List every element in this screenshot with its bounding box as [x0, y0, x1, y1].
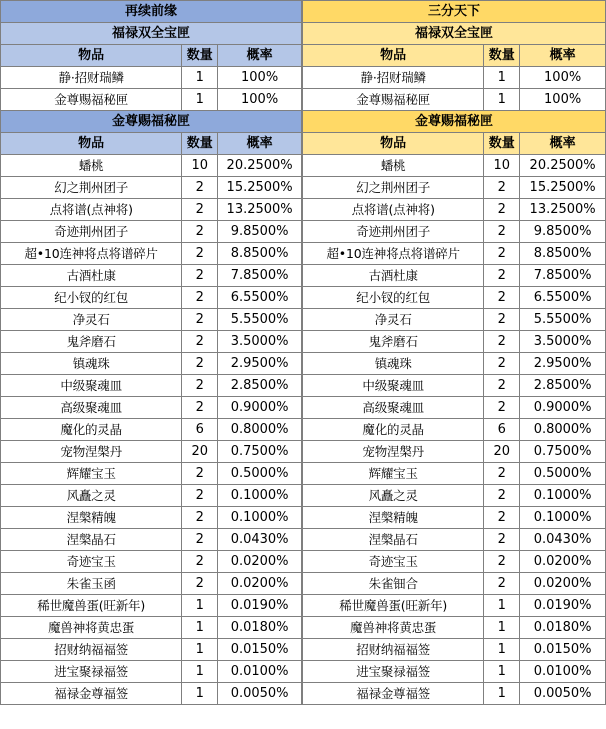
probability-cell: 0.1000%: [218, 485, 302, 507]
table-row: [303, 485, 606, 507]
item-name-cell: 幻之荆州团子: [1, 177, 182, 199]
quantity-cell: 2: [484, 353, 520, 375]
table-row: [1, 617, 302, 639]
item-name-cell: 涅槃精魄: [303, 507, 484, 529]
probability-cell: 0.0200%: [520, 573, 606, 595]
item-name-cell: 纪小钗的红包: [1, 287, 182, 309]
item-name-cell: 净灵石: [1, 309, 182, 331]
quantity-column-header: 数量: [484, 45, 520, 67]
quantity-cell: 2: [182, 507, 218, 529]
table-row: [1, 683, 302, 705]
table-row: [303, 463, 606, 485]
item-name-cell: 点将谱(点神将): [1, 199, 182, 221]
table-row: [1, 595, 302, 617]
probability-cell: 0.0150%: [218, 639, 302, 661]
item-name-cell: 涅槃精魄: [1, 507, 182, 529]
quantity-cell: 6: [182, 419, 218, 441]
probability-cell: 0.1000%: [520, 485, 606, 507]
table-row: [1, 243, 302, 265]
quantity-cell: 2: [484, 529, 520, 551]
quantity-cell: 1: [182, 89, 218, 111]
probability-cell: 0.9000%: [218, 397, 302, 419]
probability-cell: 8.8500%: [520, 243, 606, 265]
left-table-body: [1, 1, 302, 705]
item-name-cell: 奇迹宝玉: [303, 551, 484, 573]
item-column-header: 物品: [303, 133, 484, 155]
box1-title: 福禄双全宝匣: [303, 23, 606, 45]
probability-cell: 15.2500%: [218, 177, 302, 199]
left-server-table: [0, 0, 302, 705]
quantity-cell: 2: [484, 177, 520, 199]
probability-cell: 0.0430%: [218, 529, 302, 551]
quantity-cell: 1: [484, 639, 520, 661]
table-row: [303, 617, 606, 639]
quantity-cell: 2: [182, 265, 218, 287]
table-row: [303, 199, 606, 221]
box-title-row: [1, 23, 302, 45]
table-row: [303, 155, 606, 177]
table-row: [303, 309, 606, 331]
table-row: [1, 353, 302, 375]
quantity-cell: 2: [484, 507, 520, 529]
column-header-row: [303, 45, 606, 67]
item-name-cell: 宠物涅槃丹: [1, 441, 182, 463]
quantity-cell: 1: [484, 617, 520, 639]
probability-cell: 3.5000%: [218, 331, 302, 353]
quantity-cell: 1: [182, 67, 218, 89]
quantity-column-header: 数量: [182, 45, 218, 67]
quantity-cell: 2: [484, 331, 520, 353]
probability-cell: 20.2500%: [218, 155, 302, 177]
quantity-cell: 2: [182, 331, 218, 353]
quantity-cell: 1: [182, 595, 218, 617]
quantity-cell: 1: [182, 617, 218, 639]
probability-column-header: 概率: [218, 45, 302, 67]
probability-cell: 20.2500%: [520, 155, 606, 177]
table-row: [1, 529, 302, 551]
item-name-cell: 中级聚魂皿: [1, 375, 182, 397]
column-header-row: [1, 45, 302, 67]
item-name-cell: 幻之荆州团子: [303, 177, 484, 199]
box-title-row: [1, 111, 302, 133]
table-row: [1, 639, 302, 661]
item-name-cell: 稀世魔兽蛋(旺新年): [1, 595, 182, 617]
probability-cell: 100%: [218, 89, 302, 111]
item-name-cell: 辉耀宝玉: [303, 463, 484, 485]
probability-cell: 0.0050%: [520, 683, 606, 705]
probability-cell: 0.7500%: [218, 441, 302, 463]
item-name-cell: 涅槃晶石: [303, 529, 484, 551]
probability-cell: 0.0200%: [218, 551, 302, 573]
quantity-column-header: 数量: [484, 133, 520, 155]
quantity-cell: 2: [182, 551, 218, 573]
quantity-cell: 2: [182, 485, 218, 507]
item-name-cell: 静·招财瑞鳞: [1, 67, 182, 89]
probability-cell: 0.0150%: [520, 639, 606, 661]
quantity-cell: 2: [484, 375, 520, 397]
item-name-cell: 魔化的灵晶: [1, 419, 182, 441]
table-row: [303, 177, 606, 199]
table-row: [1, 221, 302, 243]
item-name-cell: 进宝聚禄福签: [1, 661, 182, 683]
table-row: [1, 507, 302, 529]
quantity-cell: 2: [182, 309, 218, 331]
probability-cell: 0.0100%: [520, 661, 606, 683]
table-row: [303, 661, 606, 683]
probability-cell: 7.8500%: [218, 265, 302, 287]
item-name-cell: 金尊赐福秘匣: [1, 89, 182, 111]
table-row: [303, 419, 606, 441]
table-row: [1, 155, 302, 177]
quantity-cell: 1: [182, 683, 218, 705]
quantity-cell: 10: [484, 155, 520, 177]
probability-cell: 100%: [218, 67, 302, 89]
quantity-cell: 1: [484, 683, 520, 705]
item-name-cell: 蟠桃: [1, 155, 182, 177]
table-row: [1, 309, 302, 331]
quantity-cell: 1: [182, 661, 218, 683]
item-column-header: 物品: [1, 45, 182, 67]
quantity-cell: 1: [182, 639, 218, 661]
quantity-cell: 2: [484, 287, 520, 309]
item-name-cell: 镇魂珠: [1, 353, 182, 375]
server-title-row: [1, 1, 302, 23]
item-name-cell: 超•10连神将点将谱碎片: [1, 243, 182, 265]
quantity-cell: 2: [484, 309, 520, 331]
item-name-cell: 涅槃晶石: [1, 529, 182, 551]
quantity-cell: 2: [182, 463, 218, 485]
probability-cell: 0.8000%: [218, 419, 302, 441]
table-row: [1, 485, 302, 507]
quantity-cell: 20: [182, 441, 218, 463]
probability-cell: 0.9000%: [520, 397, 606, 419]
table-row: [1, 89, 302, 111]
quantity-cell: 2: [182, 221, 218, 243]
table-row: [1, 419, 302, 441]
probability-cell: 0.0050%: [218, 683, 302, 705]
quantity-cell: 2: [182, 375, 218, 397]
quantity-cell: 2: [484, 485, 520, 507]
quantity-cell: 2: [484, 221, 520, 243]
item-name-cell: 稀世魔兽蛋(旺新年): [303, 595, 484, 617]
quantity-cell: 2: [182, 397, 218, 419]
table-row: [1, 441, 302, 463]
quantity-cell: 6: [484, 419, 520, 441]
table-row: [303, 441, 606, 463]
item-name-cell: 魔兽神将黄忠蛋: [303, 617, 484, 639]
probability-cell: 5.5500%: [218, 309, 302, 331]
item-name-cell: 风矗之灵: [303, 485, 484, 507]
item-name-cell: 纪小钗的红包: [303, 287, 484, 309]
item-name-cell: 奇迹荆州团子: [303, 221, 484, 243]
probability-cell: 0.1000%: [520, 507, 606, 529]
table-row: [1, 375, 302, 397]
quantity-cell: 2: [484, 463, 520, 485]
probability-cell: 6.5500%: [218, 287, 302, 309]
probability-cell: 7.8500%: [520, 265, 606, 287]
probability-cell: 6.5500%: [520, 287, 606, 309]
quantity-cell: 1: [484, 67, 520, 89]
table-row: [303, 265, 606, 287]
probability-cell: 0.1000%: [218, 507, 302, 529]
probability-cell: 100%: [520, 89, 606, 111]
quantity-cell: 1: [484, 89, 520, 111]
item-name-cell: 中级聚魂皿: [303, 375, 484, 397]
quantity-cell: 2: [182, 287, 218, 309]
box1-title: 福禄双全宝匣: [1, 23, 302, 45]
probability-cell: 100%: [520, 67, 606, 89]
probability-cell: 0.8000%: [520, 419, 606, 441]
quantity-cell: 2: [182, 177, 218, 199]
quantity-cell: 10: [182, 155, 218, 177]
probability-cell: 2.8500%: [218, 375, 302, 397]
table-row: [303, 397, 606, 419]
table-row: [303, 507, 606, 529]
box2-title: 金尊赐福秘匣: [303, 111, 606, 133]
column-header-row: [303, 133, 606, 155]
box2-title: 金尊赐福秘匣: [1, 111, 302, 133]
probability-cell: 0.0190%: [520, 595, 606, 617]
table-row: [303, 595, 606, 617]
item-name-cell: 福禄金尊福签: [1, 683, 182, 705]
probability-cell: 2.9500%: [520, 353, 606, 375]
table-row: [303, 353, 606, 375]
table-row: [303, 287, 606, 309]
table-row: [303, 89, 606, 111]
probability-cell: 5.5500%: [520, 309, 606, 331]
right-server-table: [302, 0, 606, 705]
item-name-cell: 古酒杜康: [1, 265, 182, 287]
table-row: [303, 573, 606, 595]
item-name-cell: 朱雀钿合: [303, 573, 484, 595]
quantity-cell: 2: [182, 199, 218, 221]
item-column-header: 物品: [303, 45, 484, 67]
table-row: [303, 67, 606, 89]
server-title-row: [303, 1, 606, 23]
probability-cell: 0.0180%: [520, 617, 606, 639]
quantity-cell: 1: [484, 661, 520, 683]
item-name-cell: 奇迹宝玉: [1, 551, 182, 573]
probability-column-header: 概率: [520, 45, 606, 67]
quantity-column-header: 数量: [182, 133, 218, 155]
probability-cell: 0.0200%: [520, 551, 606, 573]
table-row: [1, 397, 302, 419]
probability-cell: 2.9500%: [218, 353, 302, 375]
item-name-cell: 鬼斧磨石: [303, 331, 484, 353]
table-row: [1, 177, 302, 199]
probability-cell: 13.2500%: [520, 199, 606, 221]
item-name-cell: 古酒杜康: [303, 265, 484, 287]
table-row: [303, 529, 606, 551]
box-title-row: [303, 23, 606, 45]
item-name-cell: 魔兽神将黄忠蛋: [1, 617, 182, 639]
probability-cell: 13.2500%: [218, 199, 302, 221]
item-name-cell: 高级聚魂皿: [1, 397, 182, 419]
probability-cell: 3.5000%: [520, 331, 606, 353]
table-row: [1, 265, 302, 287]
item-name-cell: 鬼斧磨石: [1, 331, 182, 353]
item-name-cell: 招财纳福福签: [1, 639, 182, 661]
item-name-cell: 高级聚魂皿: [303, 397, 484, 419]
probability-cell: 0.5000%: [218, 463, 302, 485]
item-name-cell: 金尊赐福秘匣: [303, 89, 484, 111]
probability-cell: 0.0430%: [520, 529, 606, 551]
quantity-cell: 20: [484, 441, 520, 463]
item-name-cell: 净灵石: [303, 309, 484, 331]
item-name-cell: 招财纳福福签: [303, 639, 484, 661]
item-name-cell: 超•10连神将点将谱碎片: [303, 243, 484, 265]
table-row: [1, 67, 302, 89]
item-column-header: 物品: [1, 133, 182, 155]
table-row: [1, 199, 302, 221]
quantity-cell: 2: [182, 243, 218, 265]
quantity-cell: 2: [484, 243, 520, 265]
table-row: [1, 287, 302, 309]
item-name-cell: 宠物涅槃丹: [303, 441, 484, 463]
probability-cell: 0.5000%: [520, 463, 606, 485]
item-name-cell: 镇魂珠: [303, 353, 484, 375]
item-name-cell: 进宝聚禄福签: [303, 661, 484, 683]
quantity-cell: 2: [484, 265, 520, 287]
box-title-row: [303, 111, 606, 133]
table-row: [1, 661, 302, 683]
quantity-cell: 2: [182, 529, 218, 551]
quantity-cell: 2: [484, 573, 520, 595]
quantity-cell: 2: [484, 199, 520, 221]
table-row: [303, 243, 606, 265]
probability-cell: 15.2500%: [520, 177, 606, 199]
server-title: 三分天下: [303, 1, 606, 23]
table-row: [303, 331, 606, 353]
item-name-cell: 风矗之灵: [1, 485, 182, 507]
table-row: [1, 331, 302, 353]
item-name-cell: 静·招财瑞鳞: [303, 67, 484, 89]
table-row: [303, 375, 606, 397]
quantity-cell: 1: [484, 595, 520, 617]
table-row: [303, 221, 606, 243]
item-name-cell: 福禄金尊福签: [303, 683, 484, 705]
item-name-cell: 朱雀玉函: [1, 573, 182, 595]
table-row: [303, 683, 606, 705]
table-row: [1, 573, 302, 595]
item-name-cell: 蟠桃: [303, 155, 484, 177]
item-name-cell: 点将谱(点神将): [303, 199, 484, 221]
probability-column-header: 概率: [520, 133, 606, 155]
quantity-cell: 2: [182, 353, 218, 375]
item-name-cell: 奇迹荆州团子: [1, 221, 182, 243]
quantity-cell: 2: [182, 573, 218, 595]
probability-cell: 0.0100%: [218, 661, 302, 683]
column-header-row: [1, 133, 302, 155]
item-name-cell: 辉耀宝玉: [1, 463, 182, 485]
probability-cell: 2.8500%: [520, 375, 606, 397]
probability-column-header: 概率: [218, 133, 302, 155]
right-table-body: [303, 1, 606, 705]
table-row: [1, 463, 302, 485]
table-row: [303, 639, 606, 661]
probability-cell: 0.0200%: [218, 573, 302, 595]
probability-cell: 8.8500%: [218, 243, 302, 265]
probability-cell: 0.0190%: [218, 595, 302, 617]
quantity-cell: 2: [484, 551, 520, 573]
server-title: 再续前缘: [1, 1, 302, 23]
quantity-cell: 2: [484, 397, 520, 419]
probability-cell: 0.0180%: [218, 617, 302, 639]
probability-cell: 0.7500%: [520, 441, 606, 463]
table-row: [1, 551, 302, 573]
probability-cell: 9.8500%: [218, 221, 302, 243]
probability-cell: 9.8500%: [520, 221, 606, 243]
item-name-cell: 魔化的灵晶: [303, 419, 484, 441]
table-row: [303, 551, 606, 573]
